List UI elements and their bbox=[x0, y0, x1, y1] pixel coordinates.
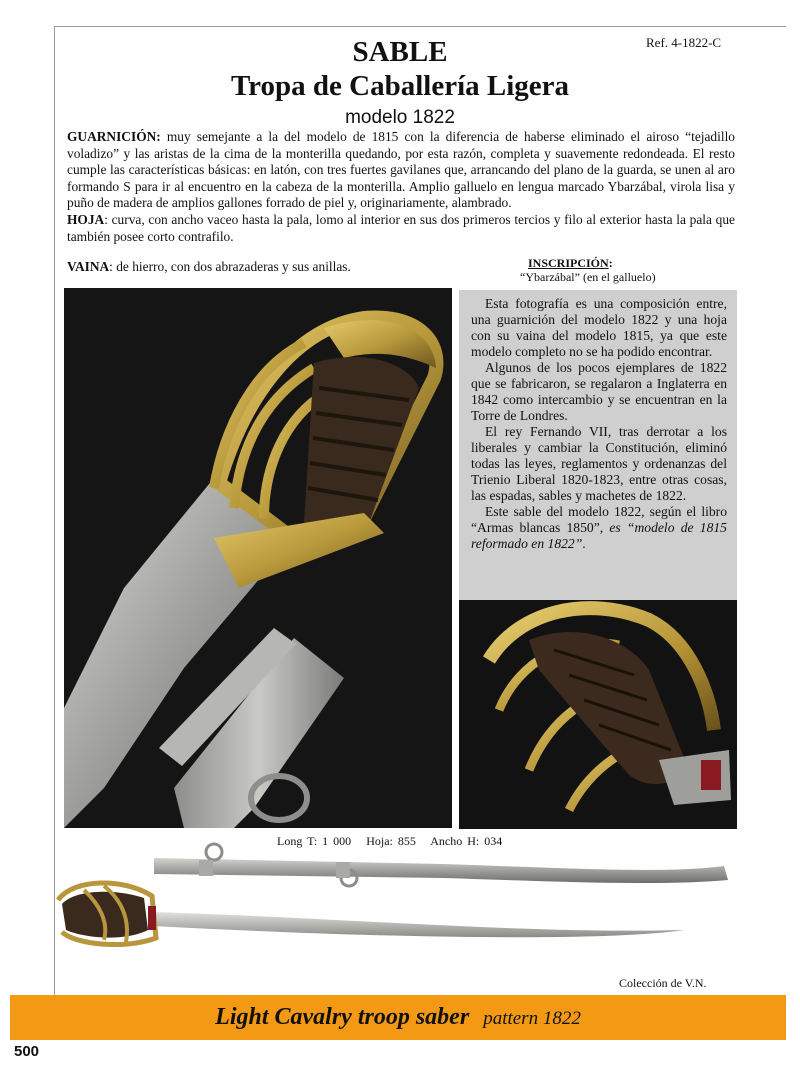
hoja-text: : curva, con ancho vaceo hasta la pala, lomo al interior en sus dos primeros tercios y filo al exterior hasta la pala que también posee corto contrafilo. bbox=[67, 211, 735, 244]
guarnicion-label: GUARNICIÓN: bbox=[67, 129, 161, 144]
full-saber-photo bbox=[44, 838, 734, 970]
inscription-heading: INSCRIPCIÓN: bbox=[528, 256, 613, 270]
blade-width: Ancho H: 034 bbox=[430, 834, 503, 848]
historical-note-box bbox=[459, 290, 737, 600]
english-subtitle: pattern 1822 bbox=[483, 1008, 581, 1029]
full-scabbard-shape bbox=[154, 858, 728, 883]
inscription-value: “Ybarzábal” (en el galluelo) bbox=[520, 270, 656, 284]
guarnicion-text: muy semejante a la del modelo de 1815 con la diferencia de haberse eliminado el airoso “tejadillo voladizo” y las aristas de la cima de la monterilla quedando, por esta razón, completa y suavemente redondeada. El resto cumple las características básicas: en latón, con tres fuertes gavilanes que, arrancando del plano de la guarda, se unen al aro formando S para ir al encuentro en la cabeza de la monterilla. Amplio galluelo en lengua marcado Ybarzábal, virola lisa y puño de madera de amplios gallones forrado de piel y, originariamente, alambrado. bbox=[67, 129, 735, 211]
hoja-label: HOJA bbox=[67, 211, 105, 227]
vaina-label: VAINA bbox=[67, 259, 110, 274]
hilt-main-photo bbox=[64, 288, 452, 828]
page-title-line2: Tropa de Caballería Ligera bbox=[230, 70, 570, 102]
reference-code: Ref. 4-1822-C bbox=[646, 35, 722, 50]
note-paragraph-1: Esta fotografía es una composición entre, una guarnición del modelo 1822 y una hoja con su vaina del modelo 1815, ya que este modelo completo no se ha podido encontrar. bbox=[471, 296, 727, 359]
english-title: Light Cavalry troop saber bbox=[215, 1004, 470, 1030]
hilt-detail-photo bbox=[459, 600, 737, 829]
note-paragraph-4: Este sable del modelo 1822, según el libro “Armas blancas 1850”, es “modelo de 1815 reformado en 1822”. bbox=[471, 504, 727, 551]
description-block bbox=[67, 129, 735, 245]
page-subtitle: modelo 1822 bbox=[345, 107, 455, 128]
page-title: SABLE bbox=[352, 36, 448, 68]
blade-length: Hoja: 855 bbox=[366, 834, 416, 848]
english-title-band bbox=[10, 995, 786, 1040]
inscription-label: INSCRIPCIÓN bbox=[528, 256, 609, 270]
hoja-paragraph bbox=[67, 212, 735, 245]
vaina-paragraph bbox=[67, 259, 351, 275]
page-number: 500 bbox=[14, 1043, 40, 1060]
vaina-text: : de hierro, con dos abrazaderas y sus anillas. bbox=[109, 259, 351, 274]
note-paragraph-3: El rey Fernando VII, tras derrotar a los liberales y cambiar la Constitución, eliminó todas las leyes, reglamentos y ordenanzas del Trienio Liberal 1820-1823, entre otras cosas, las espadas, sables y machetes de 1822. bbox=[471, 424, 727, 503]
collection-credit: Colección de V.N. bbox=[619, 976, 707, 990]
full-blade-shape bbox=[154, 912, 684, 937]
note-quote: es “modelo de 1815 reformado en 1822” bbox=[471, 520, 727, 551]
total-length: Long T: 1 000 bbox=[277, 834, 352, 848]
note-paragraph-2: Algunos de los pocos ejemplares de 1822 que se fabricaron, se regalaron a Inglaterra en 1842 como intercambio y se encuentran en la Torre de Londres. bbox=[471, 360, 727, 423]
guarnicion-paragraph bbox=[67, 129, 735, 212]
